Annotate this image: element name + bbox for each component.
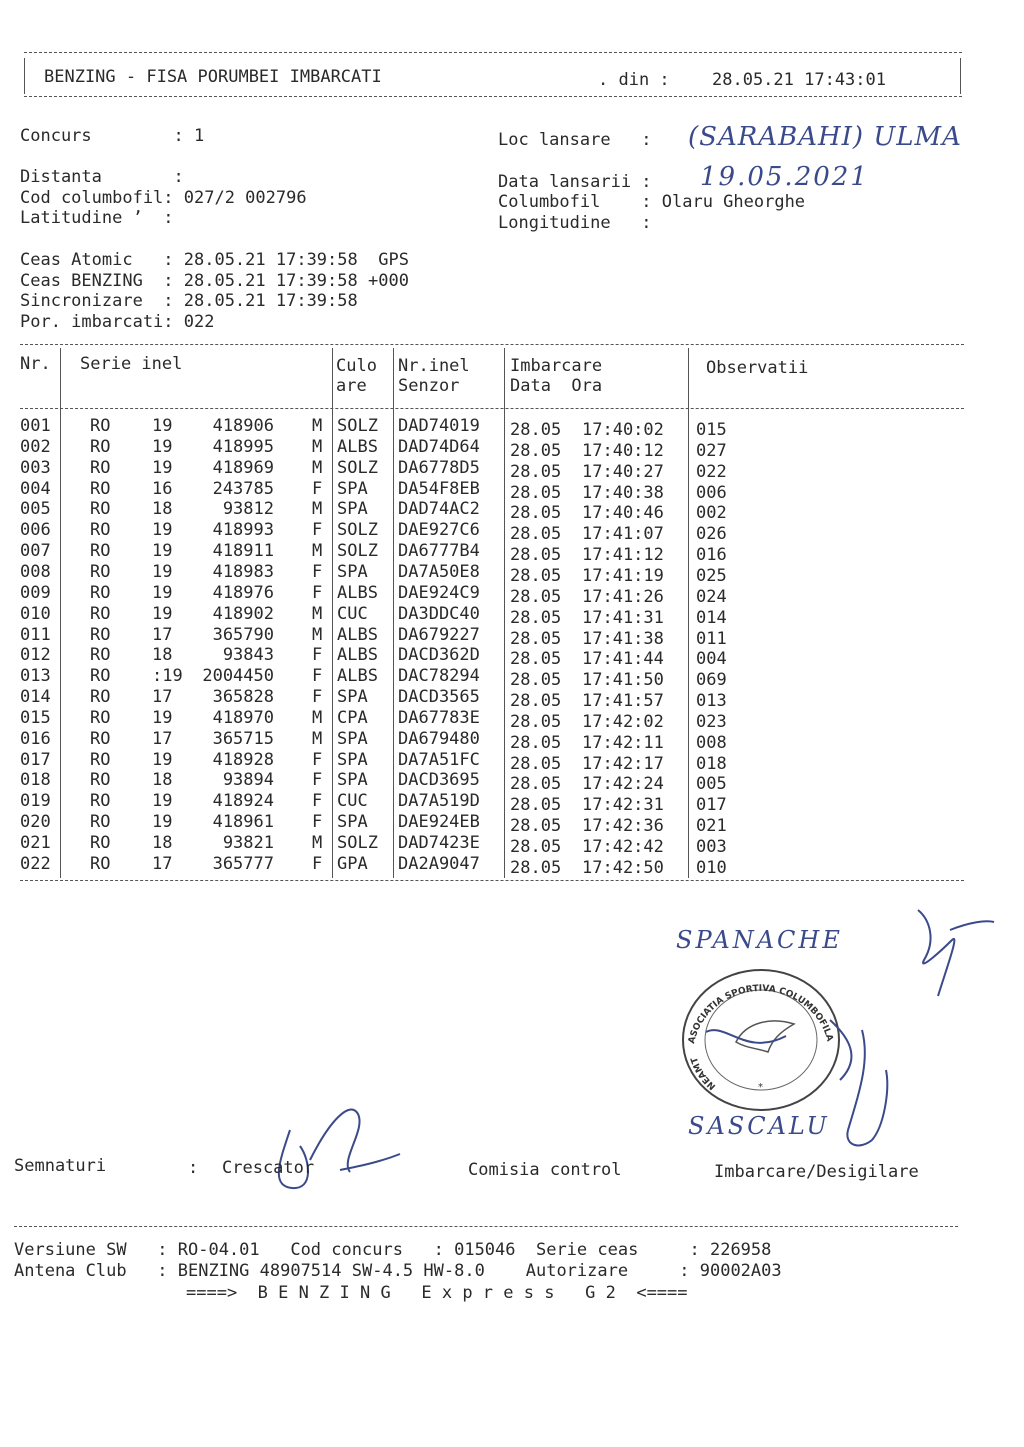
cell-ring-number: 418928 <box>212 749 274 770</box>
cell-country: RO <box>90 582 111 603</box>
cell-date: 28.05 <box>510 586 562 607</box>
cell-sensor-ring: DACD362D <box>398 645 480 666</box>
cell-time: 17:42:02 <box>582 711 664 732</box>
cell-sex: F <box>312 645 323 666</box>
cell-sensor-ring: DA67783E <box>398 707 480 728</box>
header-nr: Nr. <box>20 354 51 374</box>
cell-observation: 025 <box>696 565 727 586</box>
cell-nr: 019 <box>20 791 51 812</box>
cell-sensor-ring: DAD74019 <box>398 416 480 436</box>
cell-sensor-ring: DAE927C6 <box>398 520 480 541</box>
cell-sensor-ring: DA6778D5 <box>398 457 480 478</box>
cell-observation: 008 <box>696 732 727 753</box>
cell-country: RO <box>90 541 111 562</box>
cell-date: 28.05 <box>510 774 562 795</box>
cell-sex: M <box>312 624 323 645</box>
cell-sex: F <box>312 812 323 833</box>
table-row <box>0 728 1024 753</box>
table-row <box>0 457 1024 482</box>
cell-nr: 006 <box>20 520 51 541</box>
cell-ring-number: 93821 <box>222 833 274 853</box>
cell-sensor-ring: DA7A51FC <box>398 749 480 770</box>
table-row <box>0 624 1024 649</box>
cell-country: RO <box>90 812 111 833</box>
cell-nr: 012 <box>20 645 51 666</box>
footer-line-antena: Antena Club : BENZING 48907514 SW-4.5 HW-8.0 Autorizare : 90002A03 <box>14 1261 782 1281</box>
cell-ring-number: 418911 <box>212 541 274 562</box>
cell-year: 18 <box>152 770 173 791</box>
cell-year: 19 <box>152 520 173 541</box>
cell-country: RO <box>90 603 111 624</box>
cell-ring-number: 93843 <box>222 645 274 666</box>
porumbei-imbarcati-field: Por. imbarcati: 022 <box>20 312 215 332</box>
cell-country: RO <box>90 749 111 770</box>
cell-time: 17:40:38 <box>582 482 664 503</box>
table-header-border <box>20 408 964 409</box>
din-value: 28.05.21 17:43:01 <box>712 70 886 90</box>
cell-time: 17:42:36 <box>582 816 664 837</box>
semnaturi-colon: : <box>188 1158 199 1178</box>
cell-sex: M <box>312 499 323 520</box>
cell-year: 19 <box>152 749 173 770</box>
distanta-field: Distanta : <box>20 167 184 187</box>
cell-date: 28.05 <box>510 711 562 732</box>
cell-observation: 027 <box>696 440 727 461</box>
cell-observation: 014 <box>696 607 727 628</box>
table-row <box>0 561 1024 586</box>
cell-sex: F <box>312 478 323 499</box>
cell-time: 17:42:24 <box>582 774 664 795</box>
columbofil-field: Columbofil : Olaru Gheorghe <box>498 192 806 212</box>
cell-year: 16 <box>152 478 173 499</box>
cell-nr: 002 <box>20 436 51 457</box>
cell-country: RO <box>90 416 111 436</box>
cell-time: 17:42:31 <box>582 795 664 816</box>
cell-ring-number: 243785 <box>212 478 274 499</box>
imbarcare-desigilare-label: Imbarcare/Desigilare <box>714 1162 919 1182</box>
cell-nr: 007 <box>20 541 51 562</box>
header-culoare-2: are <box>336 376 367 396</box>
cell-observation: 013 <box>696 691 727 712</box>
cell-nr: 010 <box>20 603 51 624</box>
cell-country: RO <box>90 728 111 749</box>
table-bottom-border <box>20 880 964 881</box>
cell-sensor-ring: DAD7423E <box>398 833 480 853</box>
cell-observation: 024 <box>696 586 727 607</box>
svg-text:*: * <box>758 1082 763 1093</box>
cell-sex: F <box>312 582 323 603</box>
cell-sensor-ring: DA2A9047 <box>398 853 480 874</box>
header-nr-inel-2: Senzor <box>398 376 460 396</box>
cell-color: ALBS <box>337 436 378 457</box>
cell-nr: 003 <box>20 457 51 478</box>
cell-color: SPA <box>337 499 368 520</box>
cell-color: SPA <box>337 561 368 582</box>
cell-nr: 001 <box>20 416 51 436</box>
longitudine-field: Longitudine : <box>498 213 652 233</box>
cell-ring-number: 418924 <box>212 791 274 812</box>
din-label: . din : <box>598 70 670 90</box>
cell-time: 17:41:38 <box>582 628 664 649</box>
cell-sex: M <box>312 436 323 457</box>
cell-ring-number: 93812 <box>222 499 274 520</box>
cell-ring-number: 418993 <box>212 520 274 541</box>
cell-country: RO <box>90 770 111 791</box>
table-row <box>0 707 1024 732</box>
cell-date: 28.05 <box>510 649 562 670</box>
cell-color: SOLZ <box>337 457 378 478</box>
cell-observation: 006 <box>696 482 727 503</box>
cell-color: SPA <box>337 687 368 708</box>
cell-nr: 011 <box>20 624 51 645</box>
cell-time: 17:42:42 <box>582 837 664 857</box>
cell-country: RO <box>90 791 111 812</box>
cell-color: CUC <box>337 603 368 624</box>
table-row <box>0 666 1024 691</box>
table-row <box>0 603 1024 628</box>
cell-nr: 005 <box>20 499 51 520</box>
document-title: BENZING - FISA PORUMBEI IMBARCATI <box>44 67 382 87</box>
cell-ring-number: 418970 <box>212 707 274 728</box>
header-serie-inel: Serie inel <box>80 354 183 374</box>
cell-ring-number: 365715 <box>212 728 274 749</box>
cell-time: 17:41:50 <box>582 670 664 691</box>
cell-ring-number: 365790 <box>212 624 274 645</box>
cell-observation: 026 <box>696 524 727 545</box>
table-row <box>0 499 1024 524</box>
cell-observation: 015 <box>696 420 727 440</box>
cell-observation: 069 <box>696 670 727 691</box>
header-left-border <box>24 58 25 94</box>
cell-country: RO <box>90 666 111 687</box>
cell-observation: 003 <box>696 837 727 857</box>
cell-observation: 021 <box>696 816 727 837</box>
cell-time: 17:40:02 <box>582 420 664 440</box>
cell-nr: 021 <box>20 833 51 853</box>
table-row <box>0 478 1024 503</box>
cell-observation: 016 <box>696 545 727 566</box>
cell-year: :19 <box>152 666 183 687</box>
semnaturi-label: Semnaturi <box>14 1156 107 1176</box>
cell-time: 17:41:31 <box>582 607 664 628</box>
loc-lansare-handwritten: (SARABAHI) ULMA <box>688 122 962 152</box>
cell-country: RO <box>90 833 111 853</box>
cell-ring-number: 418995 <box>212 436 274 457</box>
cell-sex: M <box>312 833 323 853</box>
cell-year: 19 <box>152 416 173 436</box>
cell-sensor-ring: DA7A50E8 <box>398 561 480 582</box>
cell-sex: F <box>312 687 323 708</box>
cell-sex: M <box>312 603 323 624</box>
table-top-border <box>20 344 964 345</box>
cell-sensor-ring: DAE924EB <box>398 812 480 833</box>
cell-nr: 008 <box>20 561 51 582</box>
cell-year: 19 <box>152 561 173 582</box>
cell-nr: 009 <box>20 582 51 603</box>
sincronizare-field: Sincronizare : 28.05.21 17:39:58 <box>20 291 358 311</box>
cell-ring-number: 418969 <box>212 457 274 478</box>
signature-scribble-right <box>800 1000 920 1160</box>
cell-date: 28.05 <box>510 565 562 586</box>
cell-color: GPA <box>337 853 368 874</box>
crescator-label: Crescator <box>222 1158 315 1178</box>
cell-sex: F <box>312 561 323 582</box>
cell-time: 17:40:27 <box>582 461 664 482</box>
cell-observation: 002 <box>696 503 727 524</box>
cell-color: SPA <box>337 478 368 499</box>
cell-observation: 011 <box>696 628 727 649</box>
footer-border <box>14 1226 958 1227</box>
cell-country: RO <box>90 457 111 478</box>
table-row <box>0 853 1024 878</box>
cell-country: RO <box>90 499 111 520</box>
cell-ring-number: 365828 <box>212 687 274 708</box>
cell-time: 17:42:50 <box>582 857 664 878</box>
cell-country: RO <box>90 853 111 874</box>
cell-country: RO <box>90 478 111 499</box>
cell-year: 17 <box>152 624 173 645</box>
cell-year: 19 <box>152 457 173 478</box>
cell-time: 17:41:44 <box>582 649 664 670</box>
cell-observation: 010 <box>696 857 727 878</box>
cell-country: RO <box>90 687 111 708</box>
cell-color: CUC <box>337 791 368 812</box>
cell-observation: 005 <box>696 774 727 795</box>
footer-line-versiune: Versiune SW : RO-04.01 Cod concurs : 015046 Serie ceas : 226958 <box>14 1240 772 1260</box>
cell-date: 28.05 <box>510 816 562 837</box>
cell-sex: F <box>312 791 323 812</box>
cell-color: ALBS <box>337 624 378 645</box>
header-nr-inel-1: Nr.inel <box>398 356 470 376</box>
cell-color: CPA <box>337 707 368 728</box>
cell-date: 28.05 <box>510 732 562 753</box>
handwritten-name-top: SPANACHE <box>676 926 843 954</box>
cell-year: 19 <box>152 436 173 457</box>
cell-sensor-ring: DAD74D64 <box>398 436 480 457</box>
cell-year: 19 <box>152 791 173 812</box>
cell-date: 28.05 <box>510 461 562 482</box>
cell-sensor-ring: DACD3565 <box>398 687 480 708</box>
cell-sex: F <box>312 853 323 874</box>
cod-columbofil-field: Cod columbofil: 027/2 002796 <box>20 188 307 208</box>
cell-year: 19 <box>152 582 173 603</box>
cell-sex: F <box>312 770 323 791</box>
cell-nr: 018 <box>20 770 51 791</box>
cell-date: 28.05 <box>510 837 562 857</box>
cell-country: RO <box>90 520 111 541</box>
cell-sensor-ring: DA7A519D <box>398 791 480 812</box>
cell-year: 17 <box>152 728 173 749</box>
cell-sensor-ring: DA679227 <box>398 624 480 645</box>
cell-time: 17:41:57 <box>582 691 664 712</box>
cell-date: 28.05 <box>510 857 562 878</box>
cell-sensor-ring: DAE924C9 <box>398 582 480 603</box>
cell-sex: M <box>312 707 323 728</box>
cell-ring-number: 365777 <box>212 853 274 874</box>
cell-date: 28.05 <box>510 691 562 712</box>
cell-date: 28.05 <box>510 670 562 691</box>
cell-year: 19 <box>152 707 173 728</box>
ceas-atomic-field: Ceas Atomic : 28.05.21 17:39:58 GPS <box>20 250 409 270</box>
cell-year: 18 <box>152 833 173 853</box>
cell-color: SOLZ <box>337 416 378 436</box>
cell-observation: 004 <box>696 649 727 670</box>
table-row <box>0 582 1024 607</box>
header-imbarcare-2: Data Ora <box>510 376 603 396</box>
cell-observation: 023 <box>696 711 727 732</box>
cell-color: SOLZ <box>337 520 378 541</box>
cell-observation: 018 <box>696 753 727 774</box>
table-row <box>0 749 1024 774</box>
cell-nr: 014 <box>20 687 51 708</box>
table-row <box>0 687 1024 712</box>
table-row <box>0 791 1024 816</box>
cell-color: SPA <box>337 749 368 770</box>
cell-time: 17:41:12 <box>582 545 664 566</box>
cell-sex: M <box>312 728 323 749</box>
cell-ring-number: 93894 <box>222 770 274 791</box>
cell-date: 28.05 <box>510 524 562 545</box>
cell-color: ALBS <box>337 666 378 687</box>
cell-sensor-ring: DA6777B4 <box>398 541 480 562</box>
cell-nr: 016 <box>20 728 51 749</box>
cell-color: SOLZ <box>337 833 378 853</box>
cell-date: 28.05 <box>510 503 562 524</box>
ceas-benzing-field: Ceas BENZING : 28.05.21 17:39:58 +000 <box>20 271 409 291</box>
stamp-text: ASOCIATIA SPORTIVA COLUMBOFILA <box>687 983 835 1045</box>
cell-date: 28.05 <box>510 420 562 440</box>
cell-sensor-ring: DAC78294 <box>398 666 480 687</box>
cell-country: RO <box>90 645 111 666</box>
cell-date: 28.05 <box>510 753 562 774</box>
cell-ring-number: 2004450 <box>202 666 274 687</box>
cell-nr: 022 <box>20 853 51 874</box>
cell-color: SOLZ <box>337 541 378 562</box>
cell-color: SPA <box>337 770 368 791</box>
cell-date: 28.05 <box>510 545 562 566</box>
cell-country: RO <box>90 436 111 457</box>
cell-nr: 015 <box>20 707 51 728</box>
cell-sex: F <box>312 749 323 770</box>
cell-date: 28.05 <box>510 440 562 461</box>
cell-color: SPA <box>337 728 368 749</box>
cell-country: RO <box>90 561 111 582</box>
cell-sex: M <box>312 541 323 562</box>
header-imbarcare-1: Imbarcare <box>510 356 603 376</box>
table-row <box>0 645 1024 670</box>
table-row <box>0 770 1024 795</box>
cell-year: 17 <box>152 853 173 874</box>
cell-sensor-ring: DA3DDC40 <box>398 603 480 624</box>
cell-year: 18 <box>152 499 173 520</box>
cell-date: 28.05 <box>510 795 562 816</box>
cell-ring-number: 418902 <box>212 603 274 624</box>
table-row <box>0 436 1024 461</box>
cell-ring-number: 418961 <box>212 812 274 833</box>
cell-color: ALBS <box>337 645 378 666</box>
cell-sensor-ring: DA54F8EB <box>398 478 480 499</box>
cell-date: 28.05 <box>510 607 562 628</box>
cell-nr: 020 <box>20 812 51 833</box>
table-row <box>0 418 1024 438</box>
comisia-control-label: Comisia control <box>468 1160 622 1180</box>
footer-brand-line: ====> B E N Z I N G E x p r e s s G 2 <==== <box>186 1283 688 1303</box>
table-row <box>0 835 1024 855</box>
cell-date: 28.05 <box>510 482 562 503</box>
cell-date: 28.05 <box>510 628 562 649</box>
cell-year: 17 <box>152 687 173 708</box>
cell-country: RO <box>90 707 111 728</box>
cell-sex: F <box>312 666 323 687</box>
header-top-border <box>24 52 962 53</box>
cell-time: 17:40:46 <box>582 503 664 524</box>
cell-time: 17:41:19 <box>582 565 664 586</box>
header-culoare-1: Culo <box>336 356 377 376</box>
cell-sex: M <box>312 457 323 478</box>
latitudine-field: Latitudine ʼ : <box>20 208 174 228</box>
header-bottom-border <box>24 96 962 97</box>
cell-color: SPA <box>337 812 368 833</box>
cell-sex: F <box>312 520 323 541</box>
table-row <box>0 812 1024 837</box>
cell-year: 19 <box>152 812 173 833</box>
cell-sensor-ring: DAD74AC2 <box>398 499 480 520</box>
cell-ring-number: 418906 <box>212 416 274 436</box>
cell-nr: 017 <box>20 749 51 770</box>
table-row <box>0 520 1024 545</box>
cell-observation: 017 <box>696 795 727 816</box>
svg-text:NEAMT <box>689 1055 718 1091</box>
cell-observation: 022 <box>696 461 727 482</box>
cell-time: 17:42:11 <box>582 732 664 753</box>
cell-country: RO <box>90 624 111 645</box>
cell-nr: 004 <box>20 478 51 499</box>
cell-time: 17:41:07 <box>582 524 664 545</box>
cell-sensor-ring: DA679480 <box>398 728 480 749</box>
cell-time: 17:40:12 <box>582 440 664 461</box>
cell-time: 17:41:26 <box>582 586 664 607</box>
cell-sensor-ring: DACD3695 <box>398 770 480 791</box>
cell-nr: 013 <box>20 666 51 687</box>
data-lansarii-handwritten: 19.05.2021 <box>700 162 869 192</box>
cell-ring-number: 418976 <box>212 582 274 603</box>
cell-time: 17:42:17 <box>582 753 664 774</box>
handwritten-name-bottom: SASCALU <box>688 1112 830 1140</box>
concurs-field: Concurs : 1 <box>20 126 205 146</box>
cell-year: 18 <box>152 645 173 666</box>
signature-scribble-crescator <box>240 1090 410 1200</box>
table-row <box>0 541 1024 566</box>
cell-year: 19 <box>152 541 173 562</box>
cell-sex: M <box>312 416 323 436</box>
cell-ring-number: 418983 <box>212 561 274 582</box>
cell-year: 19 <box>152 603 173 624</box>
stamp-left-text: NEAMT <box>689 1055 718 1092</box>
cell-color: ALBS <box>337 582 378 603</box>
header-right-border <box>960 58 961 94</box>
header-observatii: Observatii <box>706 358 809 378</box>
loc-lansare-field: Loc lansare : <box>498 130 652 150</box>
data-lansarii-field: Data lansarii : <box>498 172 652 192</box>
